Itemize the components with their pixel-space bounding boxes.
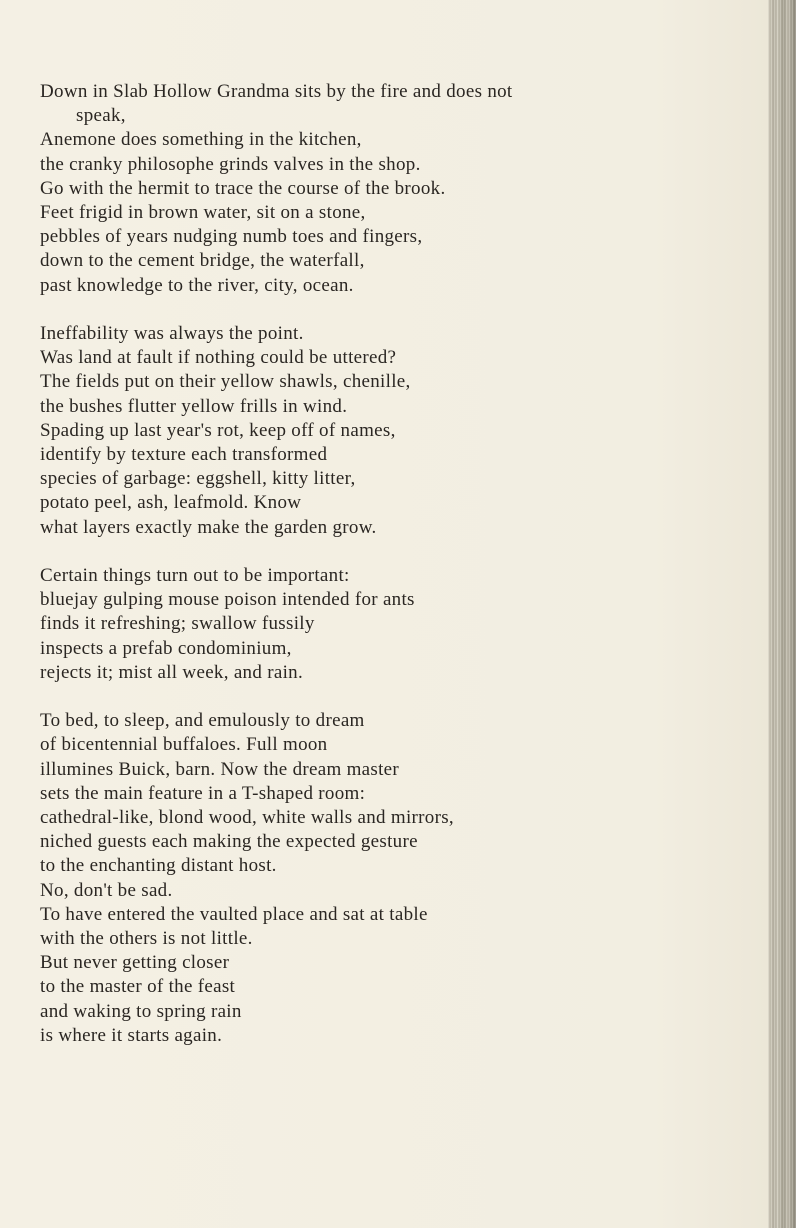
stanza-1 xyxy=(40,80,720,298)
poem-line: No, don't be sad. xyxy=(40,879,173,901)
poem-line: Certain things turn out to be important: xyxy=(40,565,350,587)
poem-line: down to the cement bridge, the waterfall, xyxy=(40,250,365,272)
poem-line: what layers exactly make the garden grow. xyxy=(40,516,377,538)
poem-line: Ineffability was always the point. xyxy=(40,323,304,345)
poem-line: Feet frigid in brown water, sit on a stone, xyxy=(40,202,366,224)
poem-line: rejects it; mist all week, and rain. xyxy=(40,661,303,683)
stanza-4 xyxy=(40,709,720,1048)
poem-line: cathedral-like, blond wood, white walls and mirrors, xyxy=(40,807,454,829)
poem-line: to the master of the feast xyxy=(40,976,236,998)
poem-line: illumines Buick, barn. Now the dream master xyxy=(40,758,400,780)
poem-line: species of garbage: eggshell, kitty litter, xyxy=(40,468,356,490)
poem-line: the bushes flutter yellow frills in wind. xyxy=(40,395,348,417)
poem-line: Anemone does something in the kitchen, xyxy=(40,129,362,151)
poem-line: the cranky philosophe grinds valves in the shop. xyxy=(40,153,421,175)
poem-line: To have entered the vaulted place and sat at table xyxy=(40,903,428,925)
stanza-2 xyxy=(40,322,720,540)
poem-line: is where it starts again. xyxy=(40,1024,223,1046)
poem-line: bluejay gulping mouse poison intended for ants xyxy=(40,589,415,611)
poem-line: potato peel, ash, leafmold. Know xyxy=(40,492,302,514)
poem-line: with the others is not little. xyxy=(40,928,253,950)
stanza-3 xyxy=(40,564,720,685)
poem-line: Was land at fault if nothing could be uttered? xyxy=(40,347,397,369)
poem-line: inspects a prefab condominium, xyxy=(40,637,292,659)
poem-line: and waking to spring rain xyxy=(40,1000,242,1022)
poem-line-continuation: speak, xyxy=(76,105,126,127)
poem-line: The fields put on their yellow shawls, chenille, xyxy=(40,371,411,393)
poem-line: To bed, to sleep, and emulously to dream xyxy=(40,710,365,732)
poem-line: But never getting closer xyxy=(40,952,230,974)
poem-line: Down in Slab Hollow Grandma sits by the fire and does not xyxy=(40,81,513,102)
poem-line: to the enchanting distant host. xyxy=(40,855,277,877)
poem-line: Spading up last year's rot, keep off of names, xyxy=(40,419,396,441)
book-spine-edge xyxy=(768,0,796,1228)
poem xyxy=(40,80,720,1072)
poem-line: past knowledge to the river, city, ocean. xyxy=(40,274,354,296)
poem-line: niched guests each making the expected gesture xyxy=(40,831,418,853)
poem-line: finds it refreshing; swallow fussily xyxy=(40,613,315,635)
poem-line: pebbles of years nudging numb toes and fingers, xyxy=(40,226,423,248)
poem-line: Go with the hermit to trace the course of the brook. xyxy=(40,177,446,199)
poem-line: of bicentennial buffaloes. Full moon xyxy=(40,734,328,756)
poem-line: identify by texture each transformed xyxy=(40,444,328,466)
poem-line: sets the main feature in a T-shaped room: xyxy=(40,782,366,804)
